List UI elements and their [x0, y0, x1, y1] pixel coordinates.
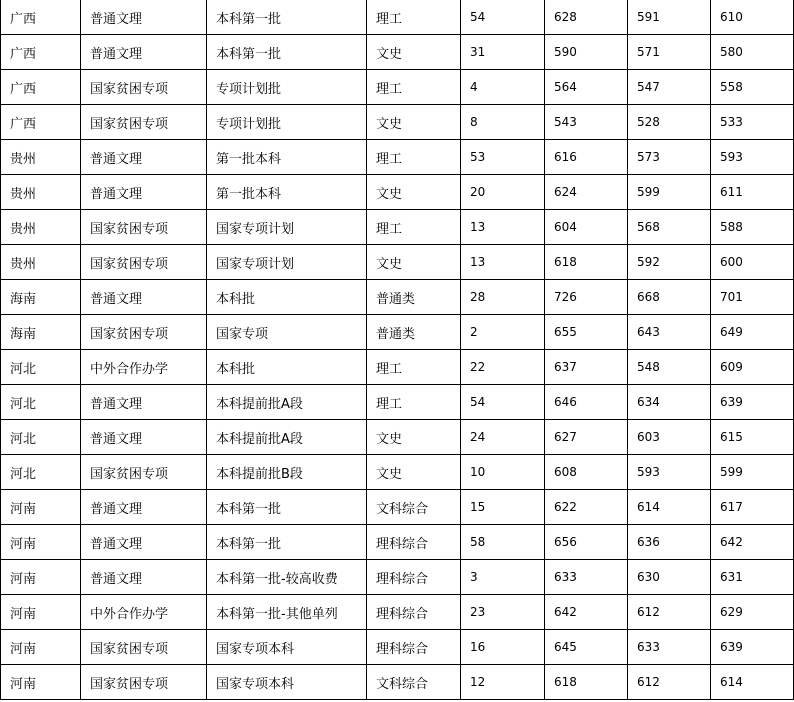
- avg-score-cell: 588: [711, 210, 794, 245]
- province-cell: 河北: [1, 385, 81, 420]
- category-cell: 国家贫困专项: [81, 630, 207, 665]
- category-cell: 中外合作办学: [81, 595, 207, 630]
- category-cell: 国家贫困专项: [81, 105, 207, 140]
- subject-cell: 理工: [367, 350, 461, 385]
- batch-cell: 本科第一批: [207, 35, 367, 70]
- batch-cell: 专项计划批: [207, 105, 367, 140]
- category-cell: 国家贫困专项: [81, 70, 207, 105]
- min-score-cell: 599: [628, 175, 711, 210]
- max-score-cell: 633: [545, 560, 628, 595]
- min-score-cell: 573: [628, 140, 711, 175]
- category-cell: 国家贫困专项: [81, 210, 207, 245]
- batch-cell: 国家专项计划: [207, 210, 367, 245]
- avg-score-cell: 609: [711, 350, 794, 385]
- subject-cell: 理工: [367, 385, 461, 420]
- min-score-cell: 668: [628, 280, 711, 315]
- avg-score-cell: 600: [711, 245, 794, 280]
- table-row: [1, 525, 794, 560]
- max-score-cell: 543: [545, 105, 628, 140]
- quota-cell: 16: [461, 630, 545, 665]
- category-cell: 普通文理: [81, 280, 207, 315]
- max-score-cell: 628: [545, 0, 628, 35]
- batch-cell: 专项计划批: [207, 70, 367, 105]
- table-row: [1, 105, 794, 140]
- category-cell: 普通文理: [81, 0, 207, 35]
- avg-score-cell: 580: [711, 35, 794, 70]
- max-score-cell: 645: [545, 630, 628, 665]
- province-cell: 河南: [1, 525, 81, 560]
- quota-cell: 54: [461, 385, 545, 420]
- category-cell: 普通文理: [81, 420, 207, 455]
- quota-cell: 28: [461, 280, 545, 315]
- table-row: [1, 595, 794, 630]
- province-cell: 河南: [1, 490, 81, 525]
- quota-cell: 54: [461, 0, 545, 35]
- min-score-cell: 571: [628, 35, 711, 70]
- subject-cell: 文史: [367, 245, 461, 280]
- category-cell: 普通文理: [81, 140, 207, 175]
- province-cell: 河南: [1, 630, 81, 665]
- avg-score-cell: 617: [711, 490, 794, 525]
- category-cell: 普通文理: [81, 560, 207, 595]
- subject-cell: 文史: [367, 455, 461, 490]
- avg-score-cell: 614: [711, 665, 794, 700]
- batch-cell: 本科提前批B段: [207, 455, 367, 490]
- max-score-cell: 564: [545, 70, 628, 105]
- avg-score-cell: 611: [711, 175, 794, 210]
- min-score-cell: 636: [628, 525, 711, 560]
- table-body: [1, 0, 794, 700]
- batch-cell: 国家专项本科: [207, 665, 367, 700]
- avg-score-cell: 701: [711, 280, 794, 315]
- category-cell: 普通文理: [81, 35, 207, 70]
- category-cell: 普通文理: [81, 490, 207, 525]
- table-row: [1, 35, 794, 70]
- min-score-cell: 593: [628, 455, 711, 490]
- batch-cell: 本科第一批: [207, 0, 367, 35]
- province-cell: 贵州: [1, 140, 81, 175]
- avg-score-cell: 593: [711, 140, 794, 175]
- min-score-cell: 568: [628, 210, 711, 245]
- province-cell: 海南: [1, 280, 81, 315]
- subject-cell: 普通类: [367, 315, 461, 350]
- subject-cell: 理工: [367, 0, 461, 35]
- min-score-cell: 528: [628, 105, 711, 140]
- table-row: [1, 175, 794, 210]
- subject-cell: 普通类: [367, 280, 461, 315]
- max-score-cell: 622: [545, 490, 628, 525]
- province-cell: 广西: [1, 70, 81, 105]
- province-cell: 河北: [1, 350, 81, 385]
- max-score-cell: 616: [545, 140, 628, 175]
- subject-cell: 文史: [367, 35, 461, 70]
- max-score-cell: 656: [545, 525, 628, 560]
- min-score-cell: 592: [628, 245, 711, 280]
- quota-cell: 53: [461, 140, 545, 175]
- avg-score-cell: 642: [711, 525, 794, 560]
- avg-score-cell: 649: [711, 315, 794, 350]
- category-cell: 国家贫困专项: [81, 455, 207, 490]
- batch-cell: 本科第一批: [207, 525, 367, 560]
- province-cell: 河南: [1, 560, 81, 595]
- province-cell: 海南: [1, 315, 81, 350]
- quota-cell: 12: [461, 665, 545, 700]
- max-score-cell: 655: [545, 315, 628, 350]
- min-score-cell: 612: [628, 665, 711, 700]
- subject-cell: 文科综合: [367, 665, 461, 700]
- subject-cell: 理科综合: [367, 595, 461, 630]
- batch-cell: 本科提前批A段: [207, 420, 367, 455]
- min-score-cell: 612: [628, 595, 711, 630]
- quota-cell: 4: [461, 70, 545, 105]
- province-cell: 贵州: [1, 245, 81, 280]
- avg-score-cell: 599: [711, 455, 794, 490]
- subject-cell: 文史: [367, 105, 461, 140]
- quota-cell: 13: [461, 210, 545, 245]
- table-row: [1, 490, 794, 525]
- min-score-cell: 603: [628, 420, 711, 455]
- avg-score-cell: 631: [711, 560, 794, 595]
- quota-cell: 23: [461, 595, 545, 630]
- min-score-cell: 591: [628, 0, 711, 35]
- category-cell: 普通文理: [81, 525, 207, 560]
- subject-cell: 文史: [367, 175, 461, 210]
- min-score-cell: 548: [628, 350, 711, 385]
- category-cell: 国家贫困专项: [81, 665, 207, 700]
- max-score-cell: 637: [545, 350, 628, 385]
- min-score-cell: 547: [628, 70, 711, 105]
- max-score-cell: 646: [545, 385, 628, 420]
- subject-cell: 文科综合: [367, 490, 461, 525]
- category-cell: 国家贫困专项: [81, 245, 207, 280]
- quota-cell: 15: [461, 490, 545, 525]
- avg-score-cell: 533: [711, 105, 794, 140]
- min-score-cell: 643: [628, 315, 711, 350]
- category-cell: 普通文理: [81, 385, 207, 420]
- province-cell: 广西: [1, 105, 81, 140]
- quota-cell: 8: [461, 105, 545, 140]
- batch-cell: 本科第一批-其他单列: [207, 595, 367, 630]
- batch-cell: 第一批本科: [207, 140, 367, 175]
- quota-cell: 10: [461, 455, 545, 490]
- quota-cell: 31: [461, 35, 545, 70]
- table-row: [1, 560, 794, 595]
- quota-cell: 24: [461, 420, 545, 455]
- table-row: [1, 420, 794, 455]
- max-score-cell: 627: [545, 420, 628, 455]
- quota-cell: 3: [461, 560, 545, 595]
- batch-cell: 本科批: [207, 280, 367, 315]
- avg-score-cell: 639: [711, 385, 794, 420]
- quota-cell: 22: [461, 350, 545, 385]
- min-score-cell: 634: [628, 385, 711, 420]
- max-score-cell: 642: [545, 595, 628, 630]
- min-score-cell: 614: [628, 490, 711, 525]
- table-row: [1, 280, 794, 315]
- table-row: [1, 665, 794, 700]
- subject-cell: 理工: [367, 140, 461, 175]
- table-row: [1, 70, 794, 105]
- quota-cell: 2: [461, 315, 545, 350]
- table-row: [1, 455, 794, 490]
- table-row: [1, 210, 794, 245]
- subject-cell: 理工: [367, 210, 461, 245]
- quota-cell: 58: [461, 525, 545, 560]
- province-cell: 贵州: [1, 210, 81, 245]
- max-score-cell: 590: [545, 35, 628, 70]
- batch-cell: 国家专项计划: [207, 245, 367, 280]
- category-cell: 中外合作办学: [81, 350, 207, 385]
- subject-cell: 理科综合: [367, 630, 461, 665]
- province-cell: 贵州: [1, 175, 81, 210]
- table-row: [1, 385, 794, 420]
- max-score-cell: 604: [545, 210, 628, 245]
- province-cell: 河北: [1, 455, 81, 490]
- province-cell: 广西: [1, 35, 81, 70]
- quota-cell: 20: [461, 175, 545, 210]
- subject-cell: 理科综合: [367, 560, 461, 595]
- batch-cell: 本科批: [207, 350, 367, 385]
- category-cell: 国家贫困专项: [81, 315, 207, 350]
- max-score-cell: 608: [545, 455, 628, 490]
- max-score-cell: 624: [545, 175, 628, 210]
- avg-score-cell: 558: [711, 70, 794, 105]
- province-cell: 河北: [1, 420, 81, 455]
- min-score-cell: 630: [628, 560, 711, 595]
- max-score-cell: 726: [545, 280, 628, 315]
- table-row: [1, 140, 794, 175]
- subject-cell: 理科综合: [367, 525, 461, 560]
- max-score-cell: 618: [545, 665, 628, 700]
- table-row: [1, 245, 794, 280]
- min-score-cell: 633: [628, 630, 711, 665]
- category-cell: 普通文理: [81, 175, 207, 210]
- avg-score-cell: 639: [711, 630, 794, 665]
- avg-score-cell: 615: [711, 420, 794, 455]
- batch-cell: 国家专项本科: [207, 630, 367, 665]
- table-row: [1, 350, 794, 385]
- table-row: [1, 315, 794, 350]
- batch-cell: 本科提前批A段: [207, 385, 367, 420]
- avg-score-cell: 610: [711, 0, 794, 35]
- province-cell: 河南: [1, 665, 81, 700]
- quota-cell: 13: [461, 245, 545, 280]
- avg-score-cell: 629: [711, 595, 794, 630]
- batch-cell: 国家专项: [207, 315, 367, 350]
- province-cell: 广西: [1, 0, 81, 35]
- table-row: [1, 630, 794, 665]
- batch-cell: 本科第一批: [207, 490, 367, 525]
- batch-cell: 本科第一批-较高收费: [207, 560, 367, 595]
- max-score-cell: 618: [545, 245, 628, 280]
- subject-cell: 文史: [367, 420, 461, 455]
- batch-cell: 第一批本科: [207, 175, 367, 210]
- subject-cell: 理工: [367, 70, 461, 105]
- province-cell: 河南: [1, 595, 81, 630]
- table-row: [1, 0, 794, 35]
